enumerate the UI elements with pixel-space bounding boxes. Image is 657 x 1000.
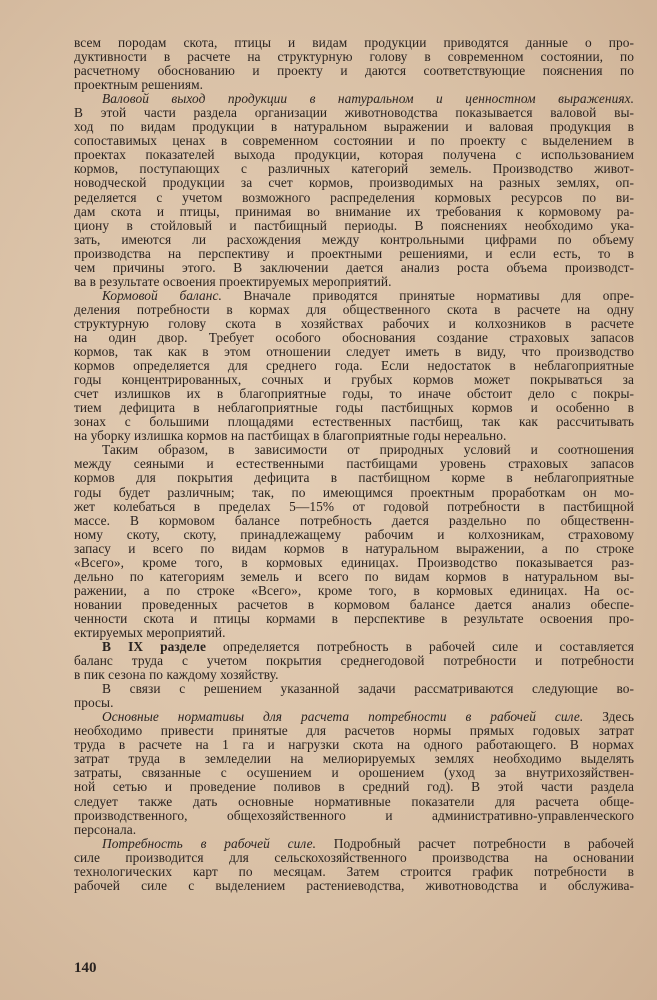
text-line: кормов определяется для среднего года. Если недостаток в неблагоприятные <box>74 358 634 374</box>
page-number: 140 <box>74 960 97 976</box>
text-line: проектным решениям. <box>74 77 203 93</box>
text-line: Таким образом, в зависимости от природных условий и соотношения <box>102 442 634 458</box>
text-line: зонах с большими площадями естественных пастбищ, так как рассчитывать <box>74 414 634 430</box>
text-line: ределяется с учетом возможного распределения кормовых ресурсов по ви- <box>74 189 634 205</box>
text-line: циону в стойловый и пастбищный периоды. В пояснениях необходимо ука- <box>74 217 634 233</box>
text-line: годы концентрированных, сочных и грубых кормов может покрываться за <box>74 372 634 388</box>
text-line: ченности скота и птицы кормами в перспективе в результате освоения про- <box>74 610 634 626</box>
text-line: новодческой продукции за счет кормов, производимых на разных землях, оп- <box>74 175 634 191</box>
section-heading: Потребность в рабочей силе. <box>102 835 317 851</box>
text-line: В связи с решением указанной задачи рассматриваются следующие во- <box>102 681 634 697</box>
text-line: всем породам скота, птицы и видам продукции приводятся данные о про- <box>74 35 634 50</box>
text-line: новании проведенных расчетов в кормовом балансе дается анализ обеспе- <box>74 596 634 612</box>
text-line: проектах показателей выхода продукции, которая получена с использованием <box>74 147 634 163</box>
text-line: дуктивности в расчете на структурную голову в современном состоянии, по <box>74 49 634 65</box>
text-line: ход по видам продукции в натуральном выражении и валовая продукция в <box>74 119 634 135</box>
text-line: массе. В кормовом балансе потребность дается раздельно по общественн- <box>74 512 634 528</box>
text-line: труда в расчете на 1 га и нагрузки скота на одного работающего. В нормах <box>74 737 634 753</box>
text-line: затраты, связанные с осушением и орошением (уход за внутрихозяйствен- <box>74 765 634 781</box>
text-line: чем причины этого. В заключении дается анализ роста объема производст- <box>74 259 634 275</box>
section-heading: Основные нормативы для расчета потребности в рабочей силе. <box>102 709 584 725</box>
text-run: определяется потребность в рабочей силе и составляется <box>223 639 634 655</box>
text-line: силе производится для сельскохозяйственного производства на основании <box>74 849 634 865</box>
text-line: производственного, общехозяйственного и административно-управленческого <box>74 807 634 823</box>
text-line: необходимо привести принятые для расчетов нормы прямых годовых затрат <box>74 723 634 739</box>
text-line: затрат труда в земледелии на мелиорируемых землях необходимо выделять <box>74 751 634 767</box>
text-line: кормов для покрытия дефицита в пастбищном корме в неблагоприятные <box>74 470 634 486</box>
text-line: в пик сезона по каждому хозяйству. <box>74 667 279 683</box>
text-line: деления потребности в кормах для общественного скота в расчете на одну <box>74 301 634 317</box>
text-line <box>74 710 634 724</box>
page-body <box>74 36 634 893</box>
text-line: ной сетью и проведение поливов в средний год). В этой части раздела <box>74 779 634 795</box>
text-line: жет колебаться в пределах 5—15% от годовой потребности в пастбищной <box>74 498 634 514</box>
text-line: следует также дать основные нормативные показатели для расчета обще- <box>74 793 634 809</box>
text-line <box>74 640 634 654</box>
text-line: счет излишков их в благоприятные годы, то иначе обстоит дело с покры- <box>74 386 634 402</box>
text-line: расчетному обоснованию и проекту и даются соответствующие пояснения по <box>74 63 634 79</box>
text-line: тием дефицита в неблагоприятные годы пастбищных кормов и особенно в <box>74 400 634 416</box>
text-line <box>74 837 634 851</box>
text-line: баланс труда с учетом покрытия среднегодовой потребности и потребности <box>74 653 634 669</box>
text-line: между сеяными и естественными пастбищами уровень страховых запасов <box>74 456 634 472</box>
text-run: Здесь <box>602 709 634 725</box>
text-line: на один двор. Требует особого обоснования создание страховых запасов <box>74 329 634 345</box>
section-heading: Валовой выход продукции в натуральном и ценностном выражениях. <box>102 91 634 107</box>
text-line <box>74 289 634 303</box>
section-lead: В IX разделе <box>102 639 206 655</box>
text-line: зать, имеются ли расхождения между контрольными цифрами по объему <box>74 231 634 247</box>
text-line: дельно по категориям земель и всего по видам кормов в натуральном вы- <box>74 568 634 584</box>
text-run: Вначале приводятся принятые нормативы для опре- <box>243 287 634 303</box>
section-heading: Кормовой баланс. <box>102 287 222 303</box>
text-line: кормов, поступающих с различных категорий земель. Производство живот- <box>74 161 634 177</box>
text-line: технологических карт по месяцам. Затем строится график потребности в <box>74 863 634 879</box>
text-line: запасу и всего по видам кормов в натуральном выражении, а по строке <box>74 540 634 556</box>
text-line: ектируемых мероприятий. <box>74 624 226 640</box>
text-line: дам скота и птицы, принимая во внимание их требования к кормовому ра- <box>74 203 634 219</box>
text-line: ва в результате освоения проектируемых мероприятий. <box>74 273 392 289</box>
text-line: ному скоту, скоту, принадлежащему рабочим и колхозникам, страховому <box>74 526 634 542</box>
text-line: ражении, а по строке «Всего», кроме того, в кормовых единицах. На ос- <box>74 582 634 598</box>
text-line: В этой части раздела организации животноводства показывается валовой вы- <box>74 105 634 121</box>
text-line: персонала. <box>74 821 137 837</box>
text-line: рабочей силе с выделением растениеводства, животноводства и обслужива- <box>74 877 634 893</box>
text-line: на уборку излишка кормов на пастбищах в благоприятные годы нереально. <box>74 428 507 444</box>
text-line: сопоставимых ценах в современном состоянии и по проекту с выделением в <box>74 133 634 149</box>
text-run: Подробный расчет потребности в рабочей <box>333 835 634 851</box>
text-line: кормов, так как в этом отношении следует иметь в виду, что производство <box>74 344 634 360</box>
text-line: просы. <box>74 695 114 711</box>
text-line: структурную голову скота в хозяйствах рабочих и колхозников в расчете <box>74 315 634 331</box>
text-line: годы будет различным; так, по имеющимся проектным проработкам он мо- <box>74 484 634 500</box>
text-line: производства на перспективу и проектными решениями, и если есть, то в <box>74 245 634 261</box>
text-line: «Всего», кроме того, в кормовых единицах. Производство показывается раз- <box>74 554 634 570</box>
